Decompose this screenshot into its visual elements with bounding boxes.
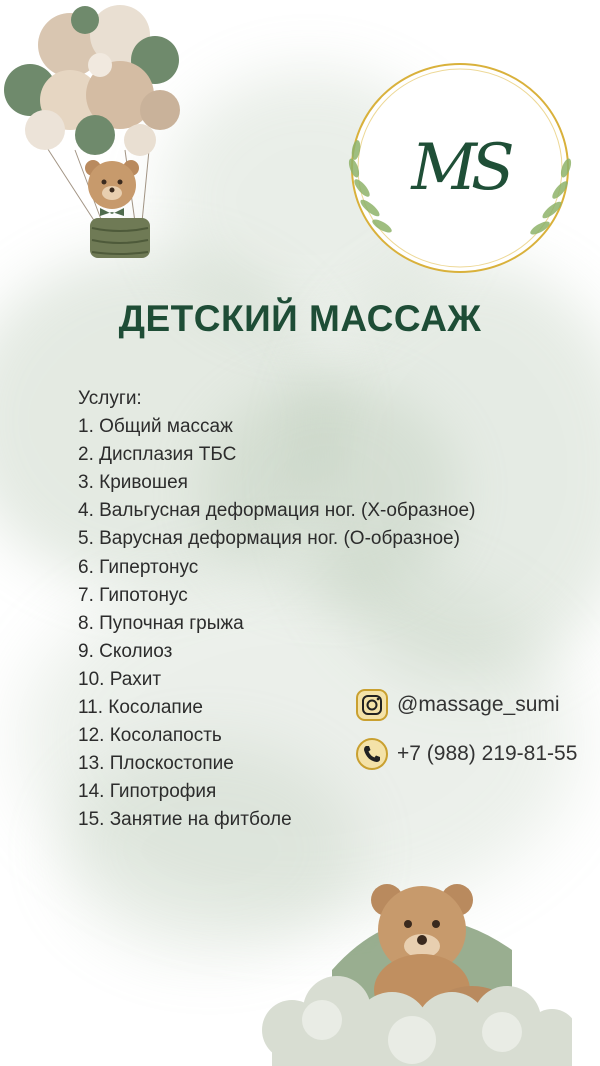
list-item: 4. Вальгусная деформация ног. (Х-образное) (78, 500, 476, 522)
services-heading: Услуги: (78, 388, 142, 409)
instagram-handle: @massage_sumi (397, 693, 560, 716)
phone-icon (355, 737, 389, 771)
list-item: 15. Занятие на фитболе (78, 809, 292, 831)
logo-wreath (340, 58, 580, 278)
list-item: 8. Пупочная грыжа (78, 612, 244, 634)
list-item: 1. Общий массаж (78, 416, 233, 438)
instagram-contact[interactable] (355, 688, 560, 722)
list-item: 13. Плоскостопие (78, 753, 234, 775)
list-item: 2. Дисплазия ТБС (78, 444, 237, 466)
logo-monogram: MS (411, 131, 509, 205)
bear-cloud-illustration (262, 860, 572, 1066)
instagram-icon (355, 688, 389, 722)
list-item: 11. Косолапие (78, 697, 203, 719)
list-item: 12. Косолапость (78, 725, 222, 747)
list-item: 7. Гипотонус (78, 584, 188, 606)
phone-contact[interactable] (355, 737, 577, 771)
list-item: 10. Рахит (78, 668, 162, 690)
page-title: ДЕТСКИЙ МАССАЖ (118, 298, 482, 339)
list-item: 14. Гипотрофия (78, 781, 217, 803)
list-item: 5. Варусная деформация ног. (О-образное) (78, 528, 460, 550)
list-item: 6. Гипертонус (78, 556, 199, 578)
list-item: 9. Сколиоз (78, 640, 173, 662)
balloon-bear-illustration (0, 0, 190, 265)
phone-number: +7 (988) 219-81-55 (397, 742, 578, 765)
list-item: 3. Кривошея (78, 472, 188, 494)
